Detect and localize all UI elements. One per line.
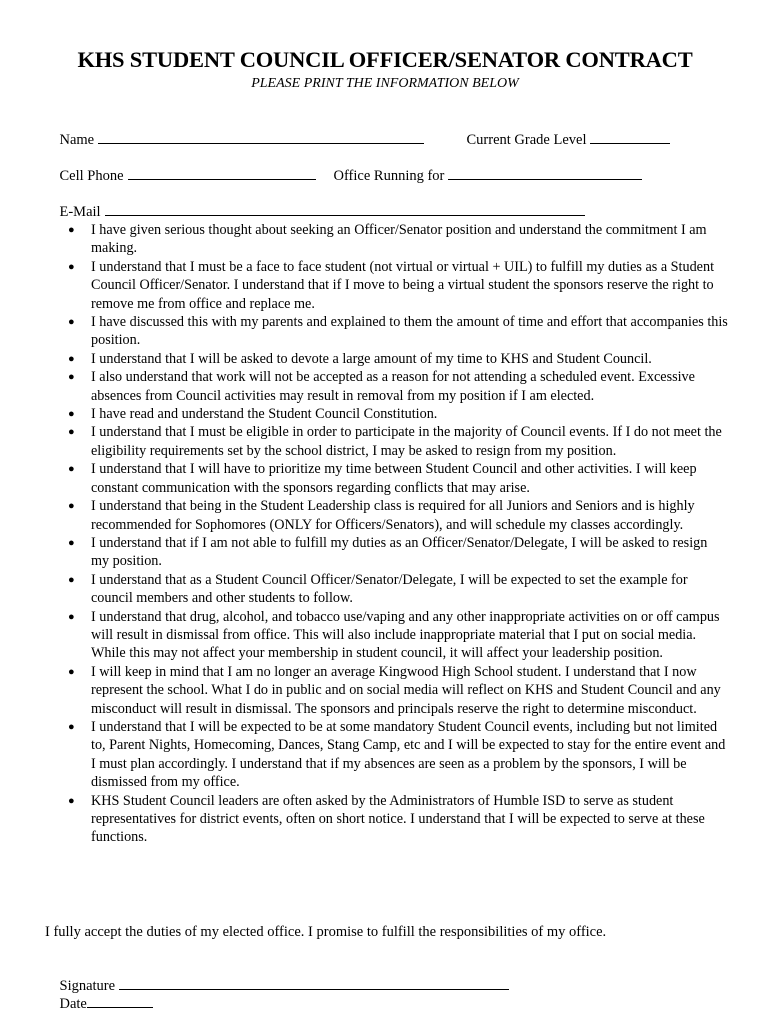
page-subtitle: PLEASE PRINT THE INFORMATION BELOW	[251, 76, 519, 91]
email-label: E-Mail	[59, 204, 101, 220]
list-item: ● I understand that I will have to prioritize my time between Student Council and other activities. I will keep constant communication with the sponsors regarding conflicts that may arise.	[68, 460, 728, 497]
list-item: ● I have discussed this with my parents and explained to them the amount of time and effort that accompanies this position.	[68, 313, 728, 350]
name-label: Name	[59, 132, 95, 148]
list-item: ● I understand that I will be asked to devote a large amount of my time to KHS and Student Council.	[68, 350, 728, 368]
grade-field[interactable]	[590, 131, 670, 144]
email-field[interactable]	[105, 203, 585, 216]
list-item: ● I understand that if I am not able to fulfill my duties as an Officer/Senator/Delegate, I will be asked to resign my position.	[68, 534, 728, 571]
list-item: ● I have read and understand the Student Council Constitution.	[68, 405, 728, 423]
list-item: ● I understand that drug, alcohol, and tobacco use/vaping and any other inappropriate activities on or off campus will result in dismissal from office. This will also include inappropriate material that I put on social media. While this may not affect your membership in student council, it will affect your leadership position.	[68, 608, 728, 663]
list-item: ● I will keep in mind that I am no longer an average Kingwood High School student. I understand that I now represent the school. What I do in public and on social media will reflect on KHS and Student Council and any misconduct will result in dismissal. The sponsors and principals reserve the right to determine misconduct.	[68, 663, 728, 718]
cell-label: Cell Phone	[59, 168, 124, 184]
list-item: ● I understand that I will be expected to be at some mandatory Student Council events, including but not limited to, Parent Nights, Homecoming, Dances, Stang Camp, etc and I will be expected to stay for the entire event and I must plan accordingly. I understand that if my absences are seen as a problem by the sponsors, I will be dismissed from my office.	[68, 718, 728, 792]
list-item: ● I understand that I must be eligible in order to participate in the majority of Council events. If I do not meet the eligibility requirements set by the school district, I may be asked to resign from my position.	[68, 423, 728, 460]
signature-row	[45, 960, 509, 1030]
list-item: ● I understand that being in the Student Leadership class is required for all Juniors and Seniors and is highly recommended for Sophomores (ONLY for Officers/Senators), and will schedule my classes accordingly.	[68, 497, 728, 534]
list-item: ● I have given serious thought about seeking an Officer/Senator position and understand the commitment I am making.	[68, 221, 728, 258]
signature-field[interactable]	[119, 977, 509, 990]
date-label: Date	[59, 996, 87, 1012]
list-item: ● I understand that I must be a face to face student (not virtual or virtual + UIL) to fulfill my duties as a Student Council Officer/Senator. I understand that if I move to being a virtual student the sponsors reserve the right to remove me from office and replace me.	[68, 258, 728, 313]
grade-label: Current Grade Level	[466, 132, 587, 148]
office-field[interactable]	[448, 167, 642, 180]
closing-statement: I fully accept the duties of my elected office. I promise to fulfill the responsibilities of my office.	[45, 924, 607, 940]
commitment-list	[68, 221, 728, 847]
date-field[interactable]	[87, 995, 153, 1008]
office-label: Office Running for	[333, 168, 445, 184]
name-field[interactable]	[98, 131, 424, 144]
list-item: ● I understand that as a Student Council Officer/Senator/Delegate, I will be expected to set the example for council members and other students to follow.	[68, 571, 728, 608]
page-title: KHS STUDENT COUNCIL OFFICER/SENATOR CONTRACT	[77, 47, 693, 72]
list-item: ● I also understand that work will not be accepted as a reason for not attending a scheduled event. Excessive absences from Council activities may result in removal from my position if I am elected.	[68, 368, 728, 405]
cell-field[interactable]	[128, 167, 316, 180]
list-item: ● KHS Student Council leaders are often asked by the Administrators of Humble ISD to serve as student representatives for district events, often on short notice. I understand that I will be expected to serve at these functions.	[68, 792, 728, 847]
signature-label: Signature	[59, 978, 116, 994]
